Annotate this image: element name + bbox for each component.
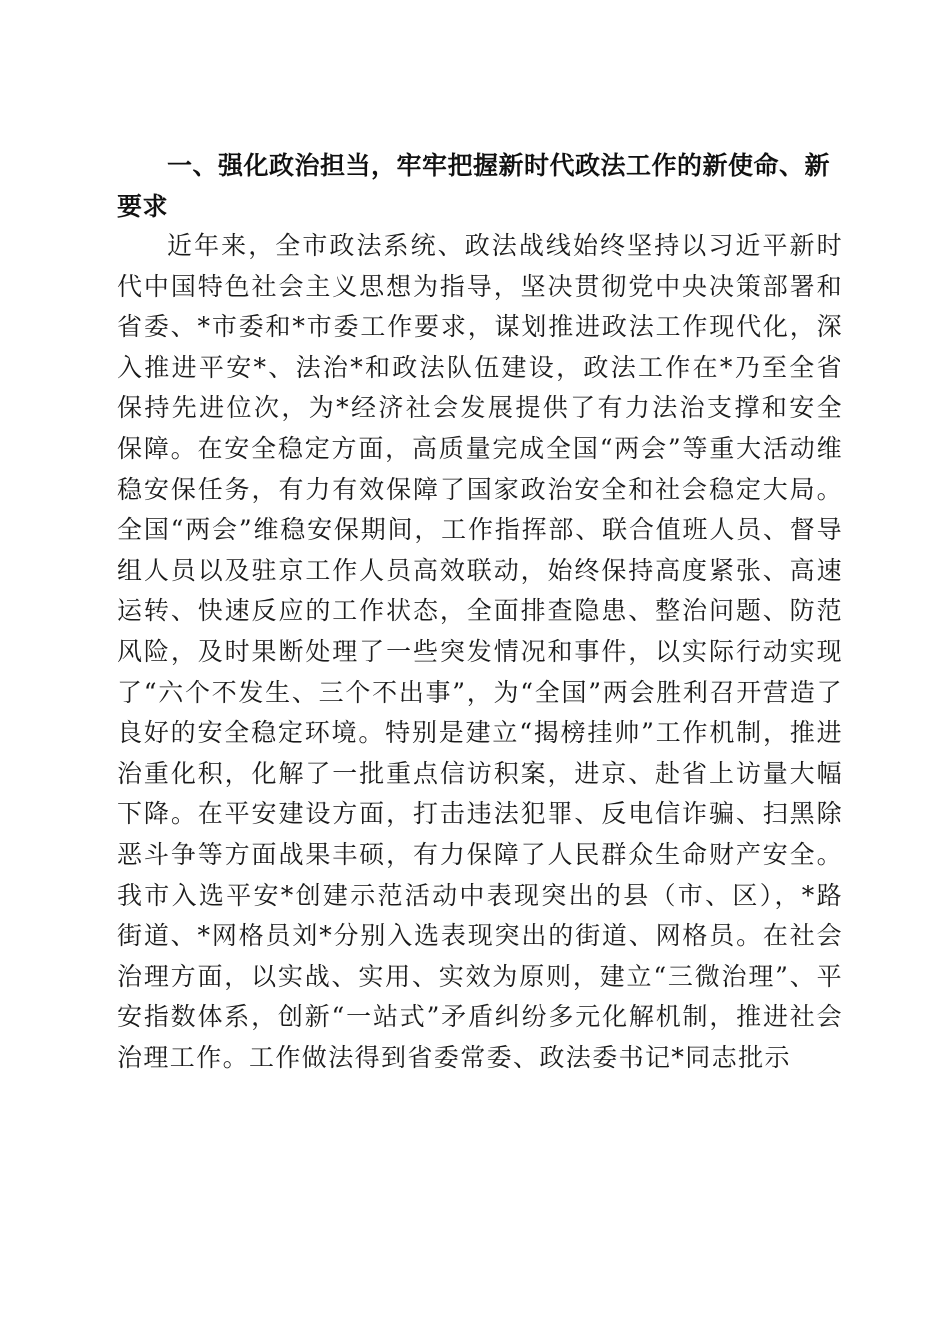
section-heading: 一、强化政治担当，牢牢把握新时代政法工作的新使命、新要求 [117, 151, 831, 221]
body-paragraph: 近年来，全市政法系统、政法战线始终坚持以习近平新时代中国特色社会主义思想为指导，坚决贯彻党中央决策部署和省委、*市委和*市委工作要求，谋划推进政法工作现代化，深入推进平安*、法治*和政法队伍建设，政法工作在*乃至全省保持先进位次，为*经济社会发展提供了有力法治支撑和安全保障。在安全稳定方面，高质量完成全国“两会”等重大活动维稳安保任务，有力有效保障了国家政治安全和社会稳定大局。全国“两会”维稳安保期间，工作指挥部、联合值班人员、督导组人员以及驻京工作人员高效联动，始终保持高度紧张、高速运转、快速反应的工作状态，全面排查隐患、整治问题、防范风险，及时果断处理了一些突发情况和事件，以实际行动实现了“六个不发生、三个不出事”，为“全国”两会胜利召开营造了良好的安全稳定环境。特别是建立“揭榜挂帅”工作机制，推进治重化积，化解了一批重点信访积案，进京、赴省上访量大幅下降。在平安建设方面，打击违法犯罪、反电信诈骗、扫黑除恶斗争等方面战果丰硕，有力保障了人民群众生命财产安全。我市入选平安*创建示范活动中表现突出的县（市、区），*路街道、*网格员刘*分别入选表现突出的街道、网格员。在社会治理方面，以实战、实用、实效为原则，建立“三微治理”、平安指数体系，创新“一站式”矛盾纠纷多元化解机制，推进社会治理工作。工作做法得到省委常委、政法委书记*同志批示 [117, 231, 843, 1072]
